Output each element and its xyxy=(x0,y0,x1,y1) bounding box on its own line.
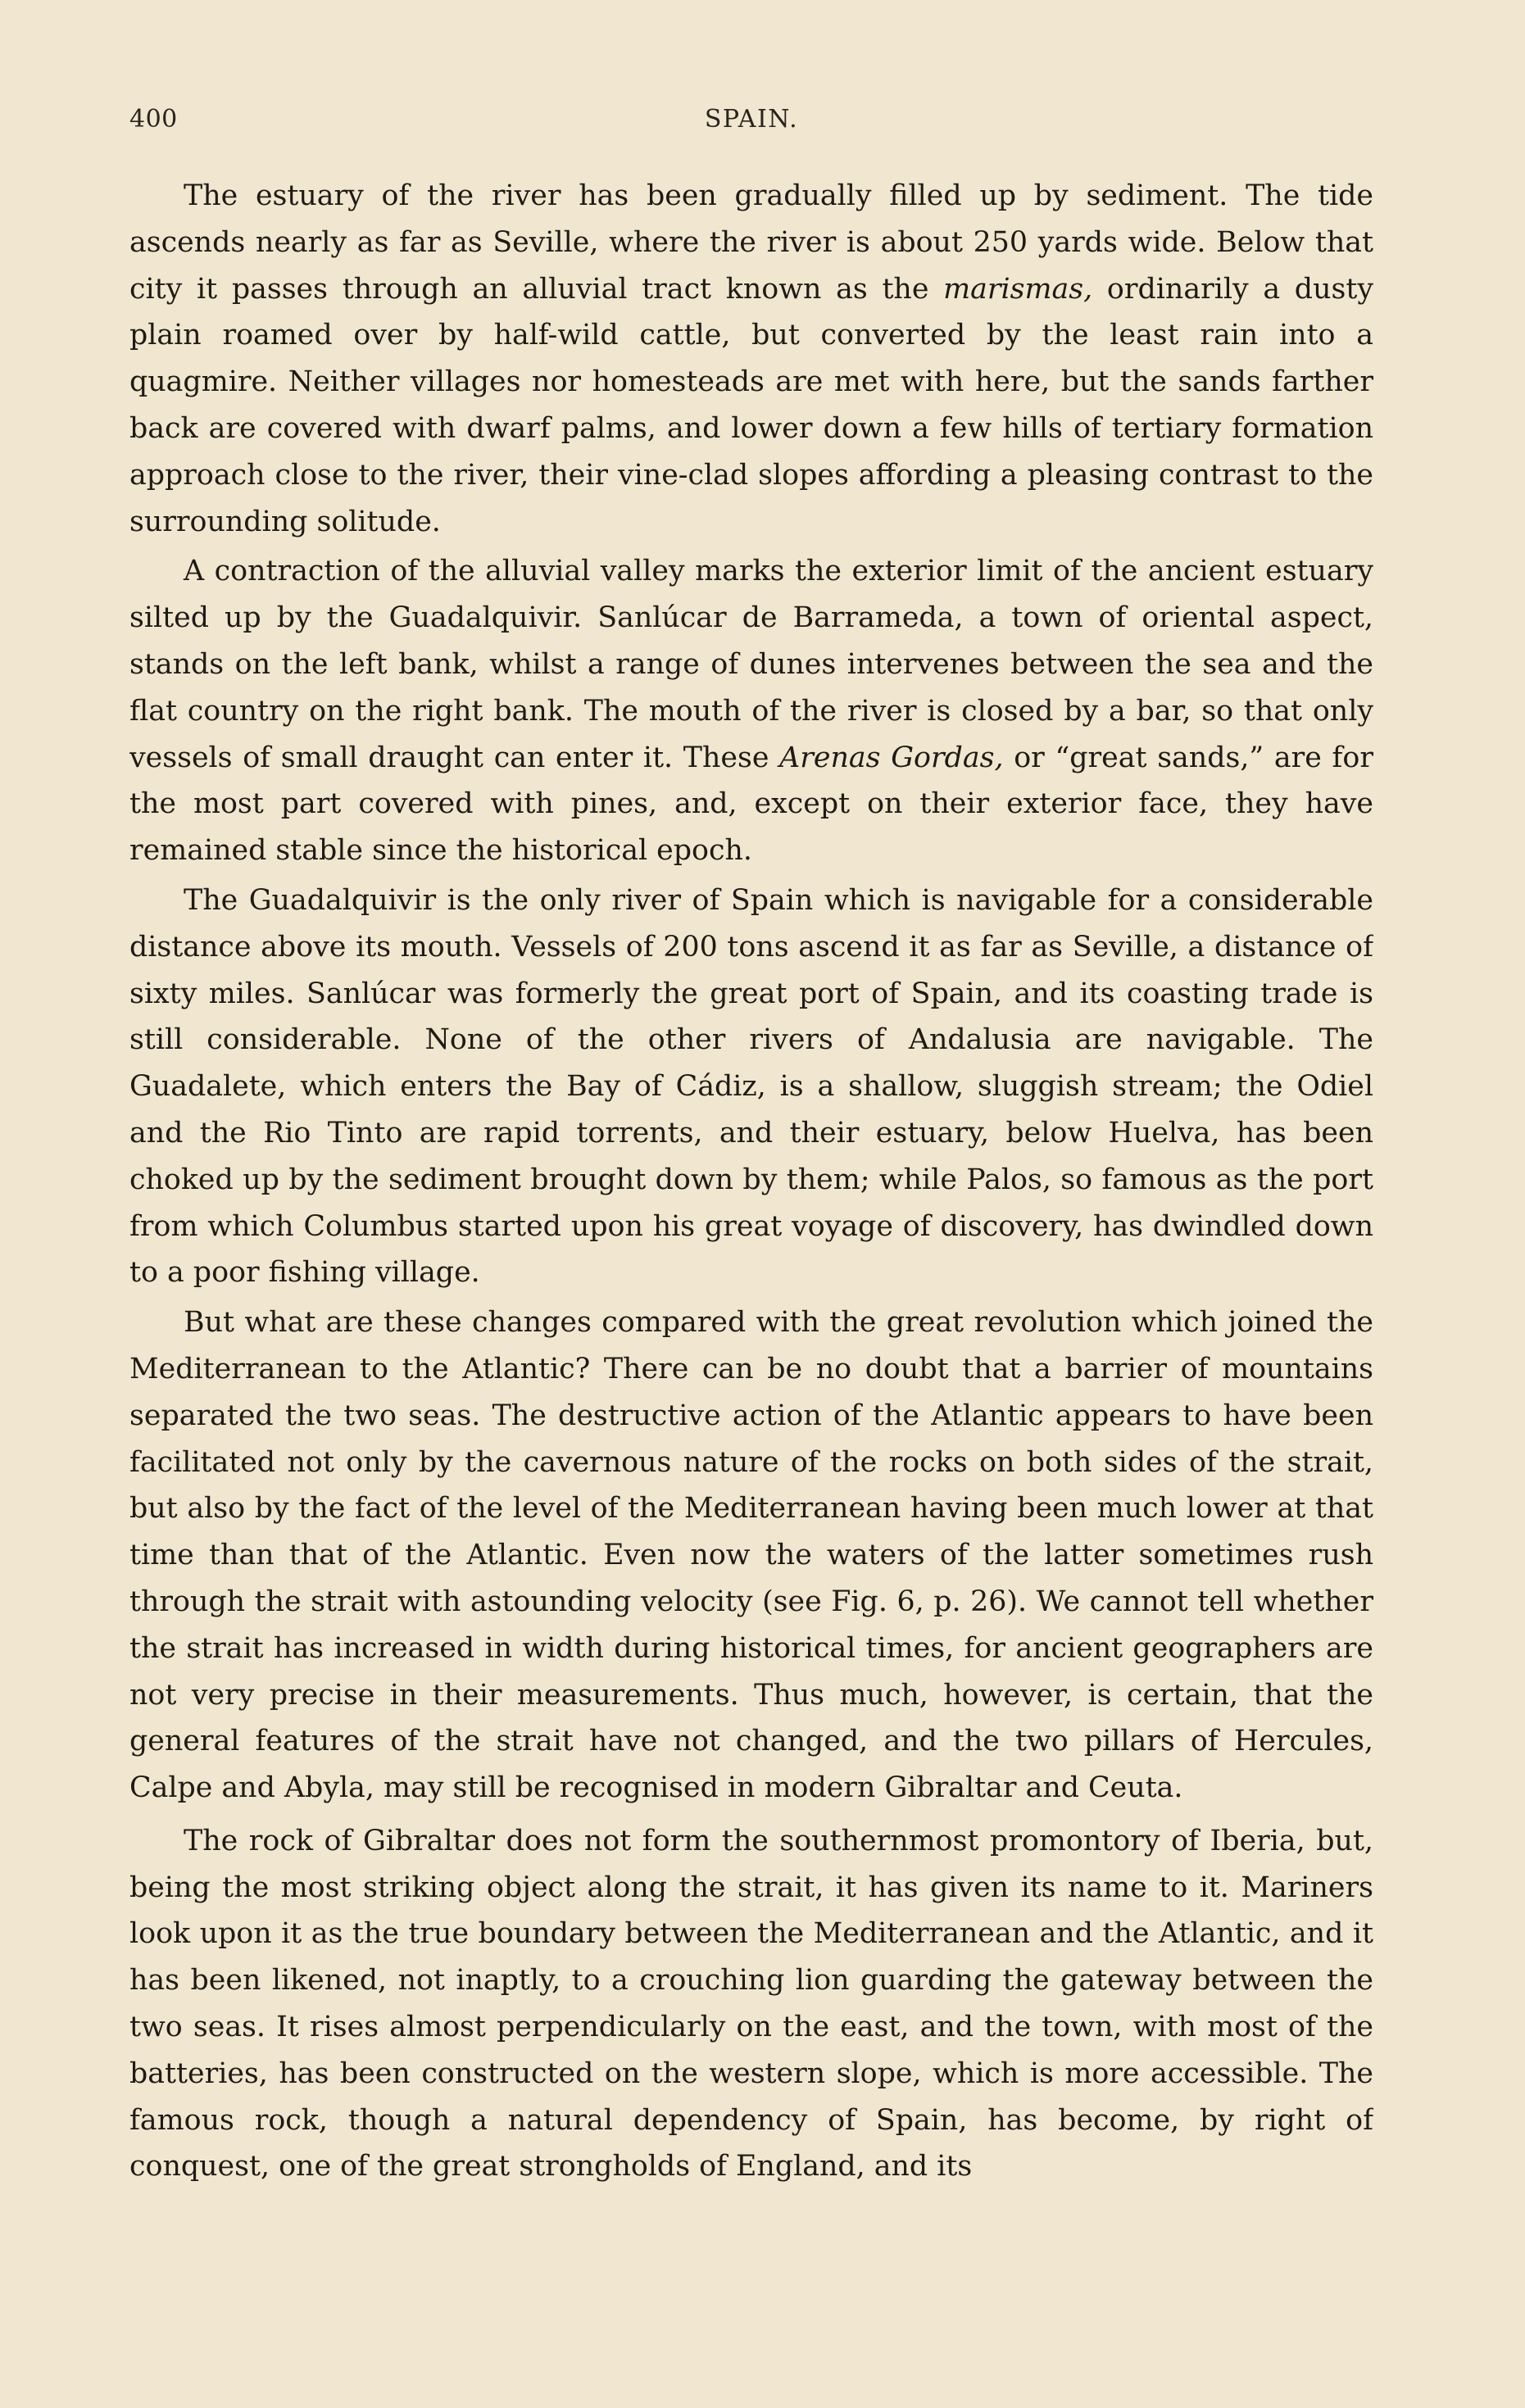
page-number: 400 xyxy=(129,105,178,134)
paragraph-text: A contraction of the alluvial valley marks the exterior limit of the ancient estuary silted up by the Guadalquivir. Sanlúcar de Barrameda, a town of oriental aspect, stands on the left bank, whilst a range of dunes intervenes between the sea and the flat country on the right bank. The mouth of the river is closed by a bar, so that only vessels of small draught can enter it. These xyxy=(129,555,1373,774)
paragraph-gibraltar xyxy=(129,1818,1373,2190)
page-header xyxy=(129,105,1373,146)
paragraph-navigation xyxy=(129,877,1373,1296)
body-text xyxy=(129,173,1373,2344)
paragraph-text: The Guadalquivir is the only river of Spain which is navigable for a considerable distance above its mouth. Vessels of 200 tons ascend it as far as Seville, a distance of sixty miles. Sanlúcar was formerly the great port of Spain, and its coasting trade is still considerable. None of the other rivers of Andalusia are navigable. The Guadalete, which enters the Bay of Cádiz, is a shallow, sluggish stream; the Odiel and the Rio Tinto are rapid torrents, and their estuary, below Huelva, has been choked up by the sediment brought down by them; while Palos, so famous as the port from which Columbus started upon his great voyage of discovery, has dwindled down to a poor fishing village. xyxy=(129,883,1373,1290)
paragraph-text: The estuary of the river has been gradually filled up by sediment. The tide ascends nearly as far as Seville, where the river is about 250 yards wide. Below that city it passes through an alluvial tract known as the xyxy=(129,179,1373,306)
paragraph-text: ordinarily a dusty plain roamed over by half-wild cattle, but converted by the least rain into a quagmire. Neither villages nor homesteads are met with here, but the sands farther back are covered with dwarf palms, and lower down a few hills of tertiary formation approach close to the river, their vine-clad slopes affording a pleasing contrast to the surrounding solitude. xyxy=(129,272,1373,538)
paragraph-text: But what are these changes compared with the great revolution which joined the Mediterranean to the Atlantic? There can be no doubt that a barrier of mountains separated the two seas. The destructive action of the Atlantic appears to have been facilitated not only by the cavernous nature of the rocks on both sides of the strait, but also by the fact of the level of the Mediterranean having been much lower at that time than that of the Atlantic. Even now the waters of the latter sometimes rush through the strait with astounding velocity (see Fig. 6, p. 26). We cannot tell whether the strait has increased in width during historical times, for ancient geographers are not very precise in their measurements. Thus much, however, is certain, that the general features of the strait have not changed, and the two pillars of Hercules, Calpe and Abyla, may still be recognised in modern Gibraltar and Ceuta. xyxy=(129,1306,1373,1805)
paragraph-alluvial-valley xyxy=(129,548,1373,874)
running-title: SPAIN. xyxy=(704,105,799,134)
paragraph-text: The rock of Gibraltar does not form the southernmost promontory of Iberia, but, being the most striking object along the strait, it has given its name to it. Mariners look upon it as the true boundary between the Mediterranean and the Atlantic, and it has been likened, not inaptly, to a crouching lion guarding the gateway between the two seas. It rises almost perpendicularly on the east, and the town, with most of the batteries, has been constructed on the western slope, which is more accessible. The famous rock, though a natural dependency of Spain, has become, by right of conquest, one of the great strongholds of England, and its xyxy=(129,1824,1373,2184)
paragraph-strait xyxy=(129,1299,1373,1812)
paragraph-estuary xyxy=(129,173,1373,545)
italic-term: Arenas Gordas, xyxy=(779,741,1004,774)
paragraph-text: or “great sands,” are for the most part covered with pines, and, except on their exterior face, they have remained stable since the historical epoch. xyxy=(129,741,1373,868)
italic-term: marismas, xyxy=(943,272,1093,306)
